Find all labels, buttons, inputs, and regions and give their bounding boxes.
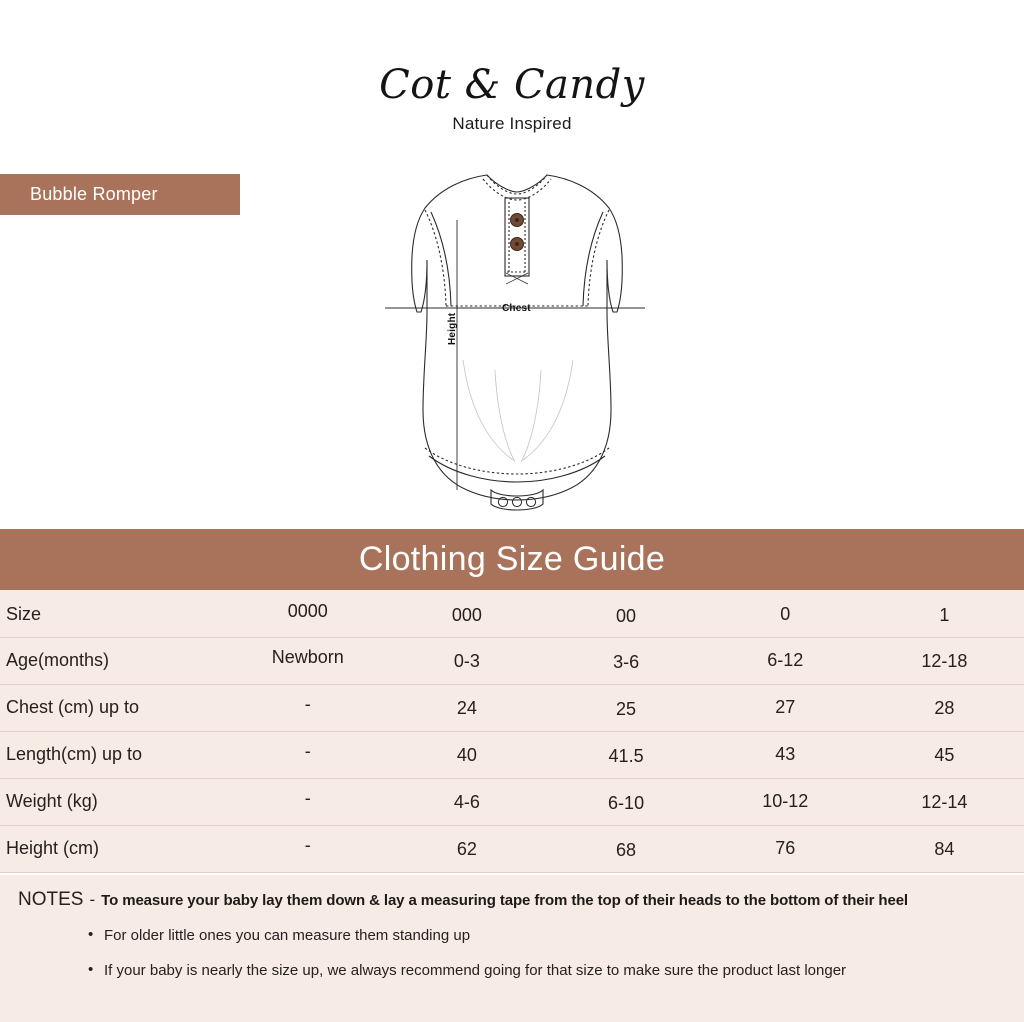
height-measure-label: Height [447,312,458,345]
romper-line-drawing [345,160,685,535]
chest-measure-label: Chest [502,303,531,314]
table-cell: - [228,728,387,775]
table-row [0,637,1024,684]
list-item: • If your baby is nearly the size up, we always recommend going for that size to make sure the product last longer [104,962,1006,979]
size-guide-title-bar [0,529,1024,590]
table-cell: 6-10 [547,780,706,827]
product-name-label: Bubble Romper [30,184,158,204]
table-cell: 84 [865,826,1024,873]
brand-header [0,62,1024,134]
table-cell: 25 [547,686,706,733]
brand-tagline: Nature Inspired [452,114,572,133]
table-cell: - [228,822,387,869]
table-cell: 43 [706,731,865,778]
notes-main-text: To measure your baby lay them down & lay a measuring tape from the top of their heads to the bottom of their heel [101,892,908,909]
table-cell: 40 [387,732,546,779]
page-title: Clothing Size Guide [358,540,666,578]
table-cell: 00 [547,592,706,639]
garment-illustration [345,160,685,535]
table-row [0,684,1024,731]
notes-headline [18,889,1006,911]
list-item: • For older little ones you can measure them standing up [104,927,1006,944]
brand-name: Cot & Candy [379,62,645,108]
table-cell: Newborn [228,634,387,681]
table-row [0,590,1024,637]
table-cell: 3-6 [547,639,706,686]
table-cell: 27 [706,684,865,731]
table-cell: 0-3 [387,638,546,685]
table-cell: 68 [547,827,706,874]
size-table-container [0,590,1024,873]
notes-dash: - [89,890,96,909]
table-cell: 62 [387,826,546,873]
notes-section [0,875,1024,1022]
table-row [0,731,1024,778]
row-header: Weight (kg) [0,778,228,825]
size-table [0,590,1024,873]
table-cell: 24 [387,685,546,732]
table-cell: 12-14 [865,779,1024,826]
table-cell: 1 [865,591,1024,638]
table-cell: - [228,681,387,728]
notes-bullet-list [18,927,1006,979]
table-cell: 45 [865,732,1024,779]
table-cell: 12-18 [865,638,1024,685]
table-row [0,778,1024,825]
table-cell: 000 [387,591,546,638]
table-cell: 41.5 [547,733,706,780]
row-header: Height (cm) [0,825,228,872]
table-cell: 6-12 [706,637,865,684]
table-cell: 0000 [228,587,387,634]
table-cell: 76 [706,825,865,872]
table-row [0,825,1024,872]
table-cell: 4-6 [387,779,546,826]
row-header: Length(cm) up to [0,731,228,778]
table-cell: 10-12 [706,778,865,825]
product-name-banner [0,174,240,215]
table-cell: 0 [706,590,865,637]
table-cell: 28 [865,685,1024,732]
notes-label: NOTES [18,889,84,910]
row-header: Age(months) [0,637,228,684]
row-header: Size [0,590,228,637]
row-header: Chest (cm) up to [0,684,228,731]
table-cell: - [228,775,387,822]
